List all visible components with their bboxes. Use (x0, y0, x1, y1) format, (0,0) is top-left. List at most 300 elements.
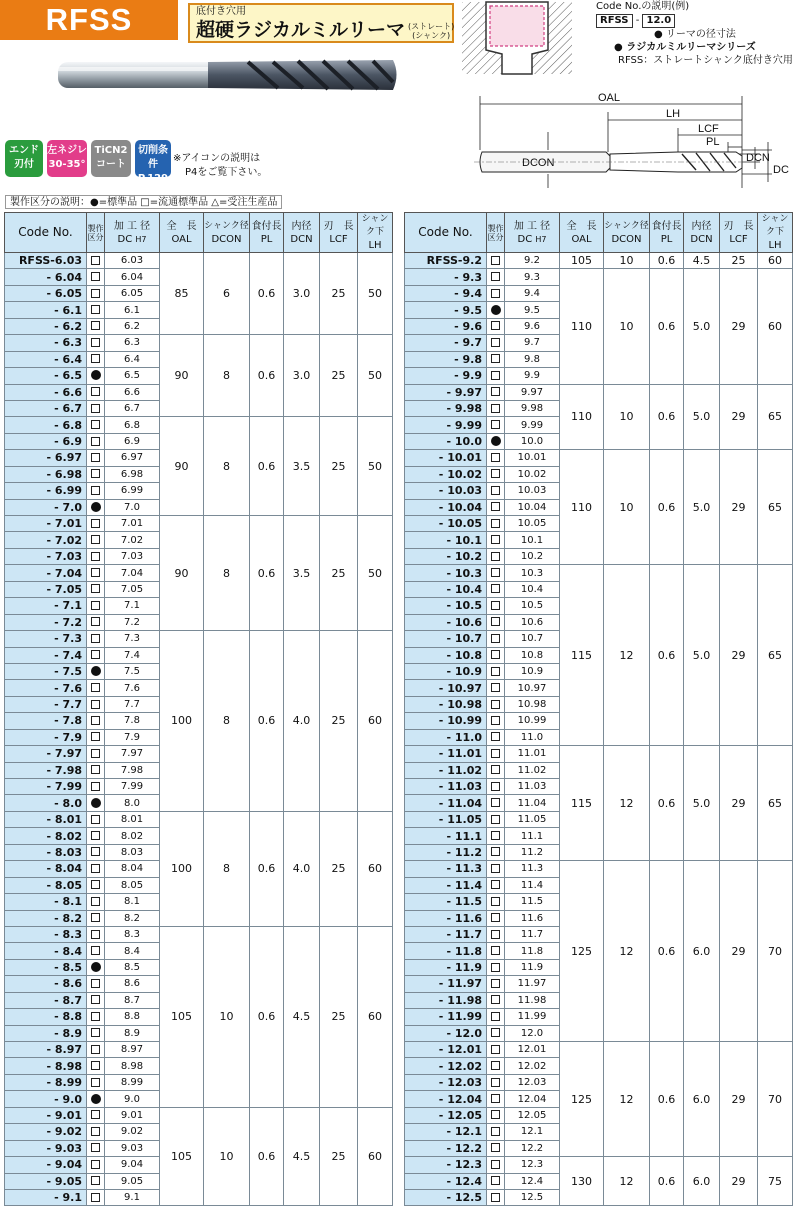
code-size-note: ● リーマの径寸法 (654, 29, 736, 40)
code-cell: - 12.1 (405, 1124, 487, 1140)
code-cell: - 12.2 (405, 1140, 487, 1156)
code-separator: - (635, 15, 640, 26)
dc-cell: 7.1 (105, 598, 160, 614)
stock-box-icon (91, 897, 100, 906)
th-lcf (320, 213, 358, 253)
th-dc-2: DC (517, 233, 533, 245)
dc-cell: 7.8 (105, 713, 160, 729)
stock-box-icon (91, 946, 100, 955)
mfg-cell (487, 861, 505, 877)
stock-box-icon (491, 1028, 500, 1037)
mfg-cell (87, 368, 105, 384)
dim-dcn-label: DCN (746, 152, 770, 164)
dc-cell: 12.04 (505, 1091, 560, 1107)
code-value: 7.0 (62, 500, 82, 514)
dc-cell: 7.3 (105, 631, 160, 647)
stock-box-icon (491, 798, 500, 807)
mfg-cell (87, 663, 105, 679)
dc-cell: 6.9 (105, 433, 160, 449)
mfg-cell (87, 992, 105, 1008)
mfg-cell (487, 1157, 505, 1173)
code-cell: - 9.02 (5, 1124, 87, 1140)
code-value: 12.1 (454, 1125, 482, 1139)
dc-cell: 7.04 (105, 565, 160, 581)
oal-cell: 100 (160, 811, 204, 926)
mfg-cell (487, 795, 505, 811)
stock-box-icon (491, 256, 500, 265)
code-value: 10.7 (454, 632, 482, 646)
dc-cell: 6.3 (105, 335, 160, 351)
mfg-cell (87, 943, 105, 959)
stock-box-icon (91, 683, 100, 692)
stock-box-icon (491, 354, 500, 363)
mfg-cell (487, 696, 505, 712)
table-row (5, 926, 393, 942)
stock-box-icon (491, 930, 500, 939)
th-dc-tol: H7 (535, 234, 547, 244)
code-value: 10.4 (454, 582, 482, 596)
mfg-cell (87, 1173, 105, 1189)
oal-cell: 90 (160, 417, 204, 516)
stock-box-icon (491, 1012, 500, 1021)
table-header-row (5, 213, 393, 253)
dc-cell: 6.99 (105, 483, 160, 499)
stock-box-icon (91, 1078, 100, 1087)
pl-cell: 0.6 (650, 253, 684, 269)
dc-cell: 10.05 (505, 516, 560, 532)
code-value: 8.01 (54, 813, 82, 827)
stock-box-icon (491, 321, 500, 330)
th-pl-1: 食付長 (251, 220, 282, 232)
dc-cell: 9.01 (105, 1107, 160, 1123)
stock-box-icon (91, 338, 100, 347)
mfg-cell (87, 828, 105, 844)
dcon-cell: 10 (204, 1107, 250, 1206)
mfg-cell (87, 1157, 105, 1173)
mfg-cell (487, 548, 505, 564)
mfg-cell (487, 1124, 505, 1140)
th-dcon-1: シャンク径 (604, 220, 649, 231)
code-cell: - 8.04 (5, 861, 87, 877)
th-oal-1: 全 長 (566, 220, 597, 232)
code-cell: - 8.98 (5, 1058, 87, 1074)
code-value: 6.99 (54, 484, 82, 498)
stock-box-icon (491, 995, 500, 1004)
standard-dot-icon (91, 1094, 101, 1104)
th-oal (560, 213, 604, 253)
mfg-cell (87, 548, 105, 564)
dcon-cell: 8 (204, 811, 250, 926)
code-cell: - 10.7 (405, 631, 487, 647)
code-value: 6.1 (62, 303, 82, 317)
product-subtitle: 底付き穴用 (196, 6, 246, 17)
title-box (188, 3, 454, 43)
mfg-cell (487, 499, 505, 515)
lcf-cell: 25 (320, 516, 358, 631)
code-value: 11.98 (447, 993, 482, 1007)
title-note-1: ストレート (411, 21, 452, 31)
icon-end-line1: エンド (9, 145, 39, 156)
dcn-cell: 5.0 (684, 269, 720, 384)
oal-cell: 90 (160, 516, 204, 631)
code-value: 9.02 (54, 1125, 82, 1139)
lcf-cell: 29 (720, 565, 758, 746)
stock-box-icon (491, 453, 500, 462)
table-row (5, 516, 393, 532)
code-cell: - 9.7 (405, 335, 487, 351)
pl-cell: 0.6 (250, 516, 284, 631)
dc-cell: 11.1 (505, 828, 560, 844)
lcf-cell: 29 (720, 269, 758, 384)
table-row (5, 1107, 393, 1123)
stock-box-icon (91, 1176, 100, 1185)
dc-cell: 7.03 (105, 548, 160, 564)
th-code (405, 213, 487, 253)
stock-box-icon (91, 847, 100, 856)
mfg-cell (487, 1091, 505, 1107)
dc-cell: 9.3 (505, 269, 560, 285)
dc-cell: 10.01 (505, 450, 560, 466)
dc-cell: 12.5 (505, 1189, 560, 1205)
mfg-cell (87, 861, 105, 877)
code-cell: - 6.4 (5, 351, 87, 367)
code-value: 10.97 (447, 681, 482, 695)
dc-cell: 8.03 (105, 844, 160, 860)
code-size-note-text: リーマの径寸法 (665, 29, 736, 40)
lh-cell: 75 (758, 1157, 793, 1206)
code-cell: - 8.8 (5, 1009, 87, 1025)
code-value: 8.8 (62, 1010, 82, 1024)
standard-dot-icon (91, 962, 101, 972)
pl-cell: 0.6 (650, 1042, 684, 1157)
code-cell: - 11.0 (405, 729, 487, 745)
code-cell: - 11.99 (405, 1009, 487, 1025)
code-value: 7.01 (54, 517, 82, 531)
code-value: 11.97 (447, 977, 482, 991)
code-cell: - 10.5 (405, 598, 487, 614)
th-dc-1: 加 工 径 (513, 220, 551, 232)
dc-cell: 7.01 (105, 516, 160, 532)
standard-dot-icon (491, 436, 501, 446)
dc-cell: 8.2 (105, 910, 160, 926)
lh-cell: 60 (358, 1107, 393, 1206)
dc-cell: 9.7 (505, 335, 560, 351)
mfg-cell (487, 351, 505, 367)
mfg-cell (87, 713, 105, 729)
oal-cell: 90 (160, 335, 204, 417)
dcon-cell: 10 (604, 384, 650, 450)
mfg-cell (487, 302, 505, 318)
th-mfg-1: 製作 (487, 223, 504, 233)
stock-box-icon (491, 667, 500, 676)
mfg-cell (87, 516, 105, 532)
dc-cell: 9.8 (505, 351, 560, 367)
dcon-cell: 8 (204, 516, 250, 631)
code-cell: - 7.05 (5, 581, 87, 597)
dcon-cell: 8 (204, 417, 250, 516)
code-cell: - 7.9 (5, 729, 87, 745)
lcf-cell: 25 (320, 1107, 358, 1206)
dcon-cell: 12 (604, 565, 650, 746)
th-dc-2: DC (117, 233, 133, 245)
dcn-cell: 5.0 (684, 565, 720, 746)
mfg-cell (487, 614, 505, 630)
code-cell: - 10.8 (405, 647, 487, 663)
code-value: 10.3 (454, 566, 482, 580)
pl-cell: 0.6 (250, 1107, 284, 1206)
code-cell: - 8.1 (5, 894, 87, 910)
code-cell: - 7.0 (5, 499, 87, 515)
code-cell: - 6.9 (5, 433, 87, 449)
th-dcon-1: シャンク径 (204, 220, 249, 231)
dcn-cell: 6.0 (684, 1157, 720, 1206)
dim-lh-label: LH (666, 108, 681, 120)
oal-cell: 105 (160, 926, 204, 1107)
stock-box-icon (91, 1193, 100, 1202)
code-value: 9.4 (462, 287, 482, 301)
code-value: 7.7 (62, 698, 82, 712)
code-cell: - 9.8 (405, 351, 487, 367)
dc-cell: 8.04 (105, 861, 160, 877)
code-cell: - 8.02 (5, 828, 87, 844)
stock-box-icon (91, 782, 100, 791)
lh-cell: 50 (358, 335, 393, 417)
pl-cell: 0.6 (650, 861, 684, 1042)
spec-table-right (404, 212, 793, 1206)
code-value: 9.04 (54, 1158, 82, 1172)
code-cell: - 10.05 (405, 516, 487, 532)
lh-cell: 65 (758, 384, 793, 450)
stock-box-icon (491, 963, 500, 972)
stock-box-icon (491, 1176, 500, 1185)
code-cell: - 11.98 (405, 992, 487, 1008)
mfg-cell (487, 729, 505, 745)
mfg-cell (487, 516, 505, 532)
mfg-cell (87, 450, 105, 466)
code-cell: - 8.6 (5, 976, 87, 992)
code-cell: - 10.2 (405, 548, 487, 564)
dc-cell: 9.9 (505, 368, 560, 384)
dcon-cell: 12 (604, 1157, 650, 1206)
code-value: 11.2 (454, 845, 482, 859)
stock-box-icon (491, 1160, 500, 1169)
code-value: 12.0 (454, 1026, 482, 1040)
code-cell: - 6.04 (5, 269, 87, 285)
dcn-cell: 3.5 (284, 417, 320, 516)
title-note-2: シャンク (415, 30, 447, 40)
code-cell: - 8.0 (5, 795, 87, 811)
oal-cell: 130 (560, 1157, 604, 1206)
lh-cell: 70 (758, 861, 793, 1042)
code-value: 8.2 (62, 911, 82, 925)
stock-box-icon (491, 913, 500, 922)
mfg-cell (87, 269, 105, 285)
stock-box-icon (491, 650, 500, 659)
th-code-label: Code No. (418, 224, 473, 239)
lh-cell: 70 (758, 1042, 793, 1157)
stock-box-icon (91, 584, 100, 593)
dc-cell: 10.5 (505, 598, 560, 614)
code-value: 11.5 (454, 895, 482, 909)
oal-cell: 100 (160, 631, 204, 812)
code-cell: - 11.6 (405, 910, 487, 926)
code-value: 8.97 (54, 1043, 82, 1057)
mfg-cell (487, 1107, 505, 1123)
code-cell: - 10.3 (405, 565, 487, 581)
code-cell: - 11.1 (405, 828, 487, 844)
dc-cell: 11.9 (505, 959, 560, 975)
dc-cell: 7.7 (105, 696, 160, 712)
dc-cell: 10.8 (505, 647, 560, 663)
stock-box-icon (491, 864, 500, 873)
code-cell: - 10.0 (405, 433, 487, 449)
standard-dot-icon (91, 666, 101, 676)
table-row (405, 253, 793, 269)
dim-pl-label: PL (706, 136, 720, 148)
code-value: 9.1 (62, 1191, 82, 1205)
th-pl-1: 食付長 (651, 220, 682, 232)
icon-note-line1: ※アイコンの説明は (173, 153, 261, 164)
icon-cond-line2: P.129 (137, 173, 169, 184)
mfg-cell (487, 581, 505, 597)
lcf-cell: 29 (720, 1157, 758, 1206)
lcf-cell: 25 (320, 417, 358, 516)
code-series: ● ラジカルミルリーマシリーズ (614, 42, 756, 53)
mfg-cell (87, 631, 105, 647)
mfg-cell (487, 417, 505, 433)
stock-box-icon (491, 1193, 500, 1202)
dc-cell: 8.02 (105, 828, 160, 844)
dc-cell: 10.9 (505, 663, 560, 679)
dc-cell: 9.03 (105, 1140, 160, 1156)
mfg-cell (487, 746, 505, 762)
code-cell: - 11.02 (405, 762, 487, 778)
code-value: 7.98 (54, 763, 82, 777)
th-dcn-2: DCN (290, 233, 313, 245)
pl-cell: 0.6 (250, 631, 284, 812)
code-cell: - 12.04 (405, 1091, 487, 1107)
dc-cell: 11.97 (505, 976, 560, 992)
dc-cell: 6.2 (105, 318, 160, 334)
code-cell: - 6.2 (5, 318, 87, 334)
code-value: 6.03 (54, 254, 82, 268)
code-value: 11.9 (454, 961, 482, 975)
dc-cell: 9.05 (105, 1173, 160, 1189)
dcn-cell: 6.0 (684, 1042, 720, 1157)
mfg-cell (87, 285, 105, 301)
th-pl-2: PL (260, 233, 273, 245)
code-value: 8.9 (62, 1026, 82, 1040)
stock-box-icon (491, 1143, 500, 1152)
code-value: 10.01 (447, 451, 482, 465)
stock-box-icon (91, 321, 100, 330)
code-cell: - 7.04 (5, 565, 87, 581)
code-value: 9.6 (462, 319, 482, 333)
code-cell: - 12.0 (405, 1025, 487, 1041)
code-cell: - 12.5 (405, 1189, 487, 1205)
stock-box-icon (91, 913, 100, 922)
code-cell: - 11.5 (405, 894, 487, 910)
th-dcn-1: 内径 (691, 220, 712, 232)
code-explain-title: Code No.の説明(例) (596, 1, 690, 12)
lh-cell: 65 (758, 565, 793, 746)
dc-cell: 8.9 (105, 1025, 160, 1041)
code-cell: - 10.98 (405, 696, 487, 712)
mfg-cell (487, 844, 505, 860)
dc-cell: 12.2 (505, 1140, 560, 1156)
th-lcf-1: 刃 長 (723, 220, 754, 232)
dc-cell: 8.5 (105, 959, 160, 975)
dc-cell: 6.05 (105, 285, 160, 301)
oal-cell: 105 (160, 1107, 204, 1206)
mfg-cell (487, 466, 505, 482)
code-cell: - 7.01 (5, 516, 87, 532)
pl-cell: 0.6 (250, 253, 284, 335)
dc-cell: 8.7 (105, 992, 160, 1008)
code-cell: - 11.2 (405, 844, 487, 860)
th-dcon-2: DCON (211, 233, 242, 245)
code-value: 7.97 (54, 747, 82, 761)
code-value: 6.7 (62, 402, 82, 416)
code-value: 6.4 (62, 352, 82, 366)
lcf-cell: 25 (320, 631, 358, 812)
code-cell: - 7.03 (5, 548, 87, 564)
mfg-cell (87, 253, 105, 269)
code-value: 8.05 (54, 878, 82, 892)
oal-cell: 85 (160, 253, 204, 335)
th-dcon (204, 213, 250, 253)
code-value: 10.9 (454, 665, 482, 679)
oal-cell: 105 (560, 253, 604, 269)
dc-cell: 7.02 (105, 532, 160, 548)
th-mfg-2: 区分 (87, 232, 104, 242)
dc-cell: 9.6 (505, 318, 560, 334)
dc-cell: 12.1 (505, 1124, 560, 1140)
stock-box-icon (91, 256, 100, 265)
code-cell: - 7.6 (5, 680, 87, 696)
code-cell: - 6.5 (5, 368, 87, 384)
code-value: 8.98 (54, 1059, 82, 1073)
th-dcn (284, 213, 320, 253)
oal-cell: 110 (560, 384, 604, 450)
code-value: 10.02 (447, 467, 482, 481)
stock-box-icon (491, 880, 500, 889)
dc-cell: 12.4 (505, 1173, 560, 1189)
dcn-cell: 4.5 (284, 926, 320, 1107)
stock-box-icon (491, 979, 500, 988)
table-row (405, 384, 793, 400)
table-row (405, 746, 793, 762)
code-cell: - 8.05 (5, 877, 87, 893)
dcn-cell: 4.0 (284, 631, 320, 812)
mfg-cell (487, 400, 505, 416)
dcon-cell: 10 (604, 450, 650, 565)
lh-cell: 50 (358, 417, 393, 516)
dcon-cell: 6 (204, 253, 250, 335)
lcf-cell: 29 (720, 450, 758, 565)
th-lcf-2: LCF (329, 233, 348, 245)
code-cell: - 10.1 (405, 532, 487, 548)
code-value: 8.5 (62, 961, 82, 975)
stock-box-icon (91, 354, 100, 363)
mfg-cell (87, 877, 105, 893)
code-value: 12.3 (454, 1158, 482, 1172)
dimension-diagram (470, 92, 796, 188)
standard-dot-icon (91, 370, 101, 380)
dc-cell: 10.2 (505, 548, 560, 564)
stock-box-icon (91, 1012, 100, 1021)
mfg-cell (487, 269, 505, 285)
